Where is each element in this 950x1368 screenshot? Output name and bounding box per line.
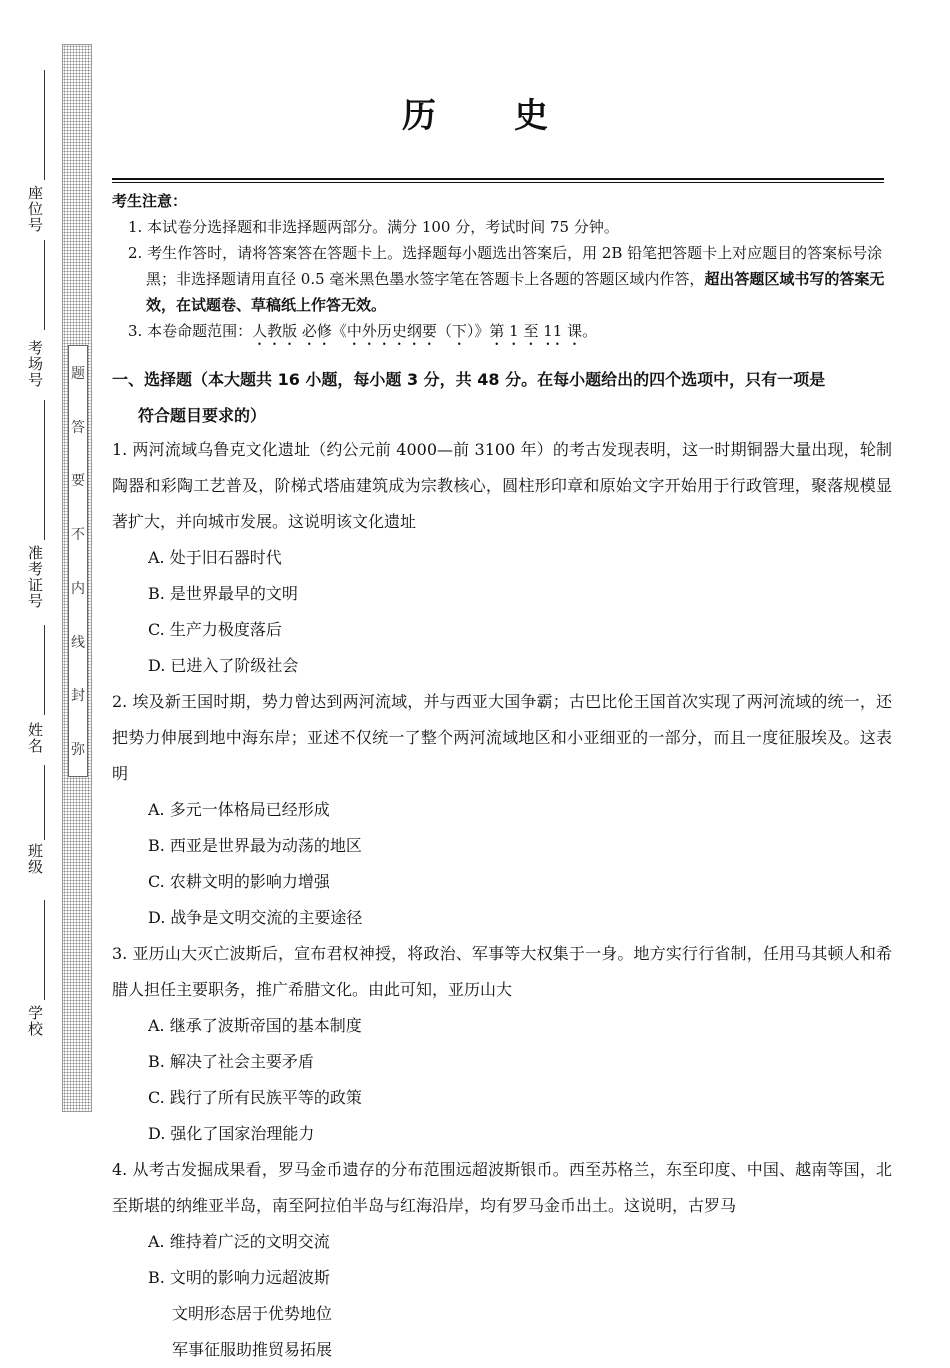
exam-room-label: 考场号 [26, 340, 44, 388]
name-line [44, 625, 45, 715]
question-options [112, 540, 892, 684]
option-a: A. 维持着广泛的文明交流 [148, 1232, 330, 1251]
question-stem: 4. 从考古发掘成果看，罗马金币遗存的分布范围远超波斯银币。西至苏格兰，东至印度、中国、越南等国，北至斯堪的纳维亚半岛，南至阿拉伯半岛与红海沿岸，均有罗马金币出土。这说明，古罗马 [112, 1160, 892, 1215]
name-label: 姓名 [26, 722, 44, 754]
exam-room-line [44, 240, 45, 330]
seal-char: 不 [71, 527, 85, 544]
notice-heading: 考生注意： [112, 192, 188, 210]
section-line-2: 符合题目要求的） [138, 406, 267, 425]
option-a: A. 多元一体格局已经形成 [148, 800, 330, 819]
seal-char: 内 [71, 580, 85, 597]
option-c: 文明形态居于优势地位 [172, 1304, 333, 1323]
seal-char: 封 [71, 688, 85, 705]
option-d: 军事征服助推贸易拓展 [172, 1340, 333, 1359]
option-d: D. 战争是文明交流的主要途径 [148, 908, 363, 927]
question-stem: 2. 埃及新王国时期，势力曾达到两河流域，并与西亚大国争霸；古巴比伦王国首次实现了两河流域的统一，还把势力伸展到地中海东岸；亚述不仅统一了整个两河流域地区和小亚细亚的一部分，而且一度征服埃及。这表明 [112, 692, 892, 783]
question-list [112, 432, 892, 1368]
exam-notice [112, 188, 892, 349]
notice-item-2-bold: 超出答题区域书写的答案无效，在试题卷、草稿纸上作答无效。 [146, 270, 885, 314]
option-b: B. 解决了社会主要矛盾 [148, 1052, 314, 1071]
question-stem: 1. 两河流域乌鲁克文化遗址（约公元前 4000—前 3100 年）的考古发现表明，这一时期铜器大量出现，轮制陶器和彩陶工艺普及，阶梯式塔庙建筑成为宗教核心，圆柱形印章和原始文字开始用于行政管理，聚落规模显著扩大，并向城市发展。这说明该文化遗址 [112, 440, 892, 531]
admission-number-line [44, 400, 45, 540]
seal-char: 线 [71, 634, 85, 651]
admission-number-label: 准考证号 [26, 545, 44, 609]
notice-item-2 [112, 240, 892, 318]
notice-item-3 [112, 318, 892, 349]
option-b: B. 是世界最早的文明 [148, 584, 298, 603]
notice-item-1: 1. 本试卷分选择题和非选择题两部分。满分 100 分，考试时间 75 分钟。 [128, 218, 619, 236]
question-options [112, 792, 892, 936]
option-b: B. 文明的影响力远超波斯 [148, 1268, 330, 1287]
notice-item-3-text: 3. 本卷命题范围： [128, 322, 253, 340]
option-a: A. 继承了波斯帝国的基本制度 [148, 1016, 362, 1035]
title-rule-thin [112, 182, 884, 183]
question-options [112, 1224, 892, 1368]
notice-item-3-scope: 人教版 必修《中外历史纲要（下）》第 1 至 11 课。 [252, 322, 598, 340]
class-line [44, 765, 45, 840]
notice-item-2-text: 2. 考生作答时，请将答案答在答题卡上。选择题每小题选出答案后，用 2B 铅笔把答题卡上对应题目的答案标号涂黑；非选择题请用直径 0.5 毫米黑色墨水签字笔在答题卡上各题的答题区域内作答， [128, 244, 883, 288]
school-line [44, 900, 45, 1000]
question-3 [112, 936, 892, 1152]
question-4 [112, 1152, 892, 1368]
option-d: D. 强化了国家治理能力 [148, 1124, 315, 1143]
question-2 [112, 684, 892, 936]
seal-char: 题 [71, 365, 85, 382]
question-stem: 3. 亚历山大灭亡波斯后，宣布君权神授，将政治、军事等大权集于一身。地方实行行省制，任用马其顿人和希腊人担任主要职务，推广希腊文化。由此可知，亚历山大 [112, 944, 892, 999]
school-label: 学校 [26, 1005, 44, 1037]
option-c: C. 农耕文明的影响力增强 [148, 872, 330, 891]
option-d: D. 已进入了阶级社会 [148, 656, 299, 675]
seat-number-label: 座位号 [26, 185, 44, 233]
seal-line-box [68, 345, 88, 777]
page-title: 历史 [402, 96, 626, 136]
title-rule-thick [112, 178, 884, 180]
question-1 [112, 432, 892, 684]
question-options [112, 1008, 892, 1152]
section-heading [112, 362, 892, 434]
option-c: C. 践行了所有民族平等的政策 [148, 1088, 362, 1107]
seal-char: 弥 [71, 742, 85, 759]
option-c: C. 生产力极度落后 [148, 620, 282, 639]
class-label: 班级 [26, 843, 44, 875]
seal-char: 要 [71, 473, 85, 490]
option-a: A. 处于旧石器时代 [148, 548, 282, 567]
section-line-1: 一、选择题（本大题共 16 小题，每小题 3 分，共 48 分。在每小题给出的四个选项中，只有一项是 [112, 370, 826, 389]
seal-char: 答 [71, 419, 85, 436]
option-b: B. 西亚是世界最为动荡的地区 [148, 836, 362, 855]
